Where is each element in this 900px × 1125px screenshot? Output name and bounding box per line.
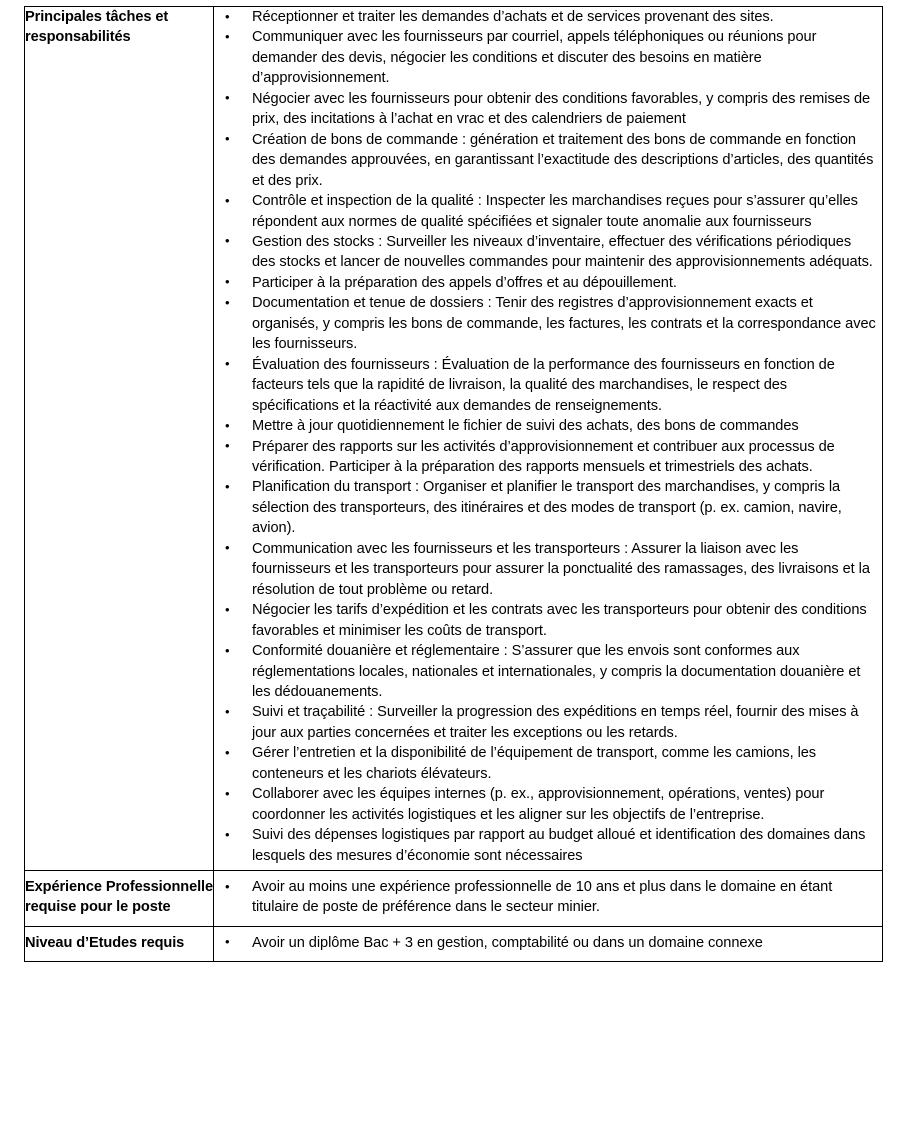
- list-item: • Participer à la préparation des appels d’offres et au dépouillement.: [214, 273, 882, 293]
- list-item: • Contrôle et inspection de la qualité : Inspecter les marchandises reçues pour s’assurer qu’elles répondent aux normes de qualité spécifiées et signaler toute anomalie aux fournisseurs: [214, 191, 882, 232]
- bullet-list-tasks: [214, 7, 882, 866]
- row-label-education: Niveau d’Etudes requis: [25, 926, 214, 961]
- row-content-education: [214, 926, 883, 961]
- bullet-list-education: [214, 933, 882, 953]
- table-row: [25, 871, 883, 927]
- list-item: • Documentation et tenue de dossiers : Tenir des registres d’approvisionnement exacts et organisés, y compris les bons de commande, les factures, les contrats et la correspondance avec les fournisseurs.: [214, 293, 882, 354]
- list-item: • Planification du transport : Organiser et planifier le transport des marchandises, y compris la sélection des transporteurs, des itinéraires et des modes de transport (p. ex. camion, navire, avion).: [214, 477, 882, 538]
- row-label-tasks: Principales tâches et responsabilités: [25, 7, 214, 871]
- list-item: • Suivi des dépenses logistiques par rapport au budget alloué et identification des domaines dans lesquels des mesures d’économie sont nécessaires: [214, 825, 882, 866]
- bullet-list-experience: [214, 877, 882, 918]
- row-content-tasks: [214, 7, 883, 871]
- table-row: [25, 7, 883, 871]
- table-row: [25, 926, 883, 961]
- list-item: • Communication avec les fournisseurs et les transporteurs : Assurer la liaison avec les fournisseurs et les transporteurs pour assurer la ponctualité des ramassages, des livraisons et la résolution de tout problème ou retard.: [214, 539, 882, 600]
- list-item: • Avoir un diplôme Bac + 3 en gestion, comptabilité ou dans un domaine connexe: [214, 933, 882, 953]
- list-item: • Suivi et traçabilité : Surveiller la progression des expéditions en temps réel, fournir des mises à jour aux parties concernées et traiter les exceptions ou les retards.: [214, 702, 882, 743]
- row-label-experience: Expérience Professionnelle requise pour le poste: [25, 871, 214, 927]
- list-item: • Collaborer avec les équipes internes (p. ex., approvisionnement, opérations, ventes) pour coordonner les activités logistiques et les aligner sur les objectifs de l’entreprise.: [214, 784, 882, 825]
- list-item: • Avoir au moins une expérience professionnelle de 10 ans et plus dans le domaine en étant titulaire de poste de préférence dans le secteur minier.: [214, 877, 882, 918]
- list-item: • Réceptionner et traiter les demandes d’achats et de services provenant des sites.: [214, 7, 882, 27]
- list-item: • Gestion des stocks : Surveiller les niveaux d’inventaire, effectuer des vérifications périodiques des stocks et lancer de nouvelles commandes pour maintenir des approvisionnements adéquats.: [214, 232, 882, 273]
- list-item: • Préparer des rapports sur les activités d’approvisionnement et contribuer aux processus de vérification. Participer à la préparation des rapports mensuels et trimestriels des achats.: [214, 437, 882, 478]
- list-item: • Gérer l’entretien et la disponibilité de l’équipement de transport, comme les camions, les conteneurs et les chariots élévateurs.: [214, 743, 882, 784]
- row-content-experience: [214, 871, 883, 927]
- table-body: [25, 7, 883, 962]
- list-item: • Mettre à jour quotidiennement le fichier de suivi des achats, des bons de commandes: [214, 416, 882, 436]
- list-item: • Évaluation des fournisseurs : Évaluation de la performance des fournisseurs en fonction de facteurs tels que la rapidité de livraison, la qualité des marchandises, le respect des spécifications et la réactivité aux demandes de renseignements.: [214, 355, 882, 416]
- job-description-table: [24, 6, 883, 962]
- list-item: • Négocier les tarifs d’expédition et les contrats avec les transporteurs pour obtenir des conditions favorables et minimiser les coûts de transport.: [214, 600, 882, 641]
- list-item: • Communiquer avec les fournisseurs par courriel, appels téléphoniques ou réunions pour demander des devis, négocier les conditions et discuter des besoins en matière d’approvisionnement.: [214, 27, 882, 88]
- list-item: • Création de bons de commande : génération et traitement des bons de commande en fonction des demandes approuvées, en garantissant l’exactitude des descriptions d’articles, des quantités et des prix.: [214, 130, 882, 191]
- cell-bottom-spacer: [214, 866, 882, 870]
- list-item: • Conformité douanière et réglementaire : S’assurer que les envois sont conformes aux réglementations locales, nationales et internationales, y compris la documentation douanière et les dédouanements.: [214, 641, 882, 702]
- list-item: • Négocier avec les fournisseurs pour obtenir des conditions favorables, y compris des remises de prix, des incitations à l’achat en vrac et des calendriers de paiement: [214, 89, 882, 130]
